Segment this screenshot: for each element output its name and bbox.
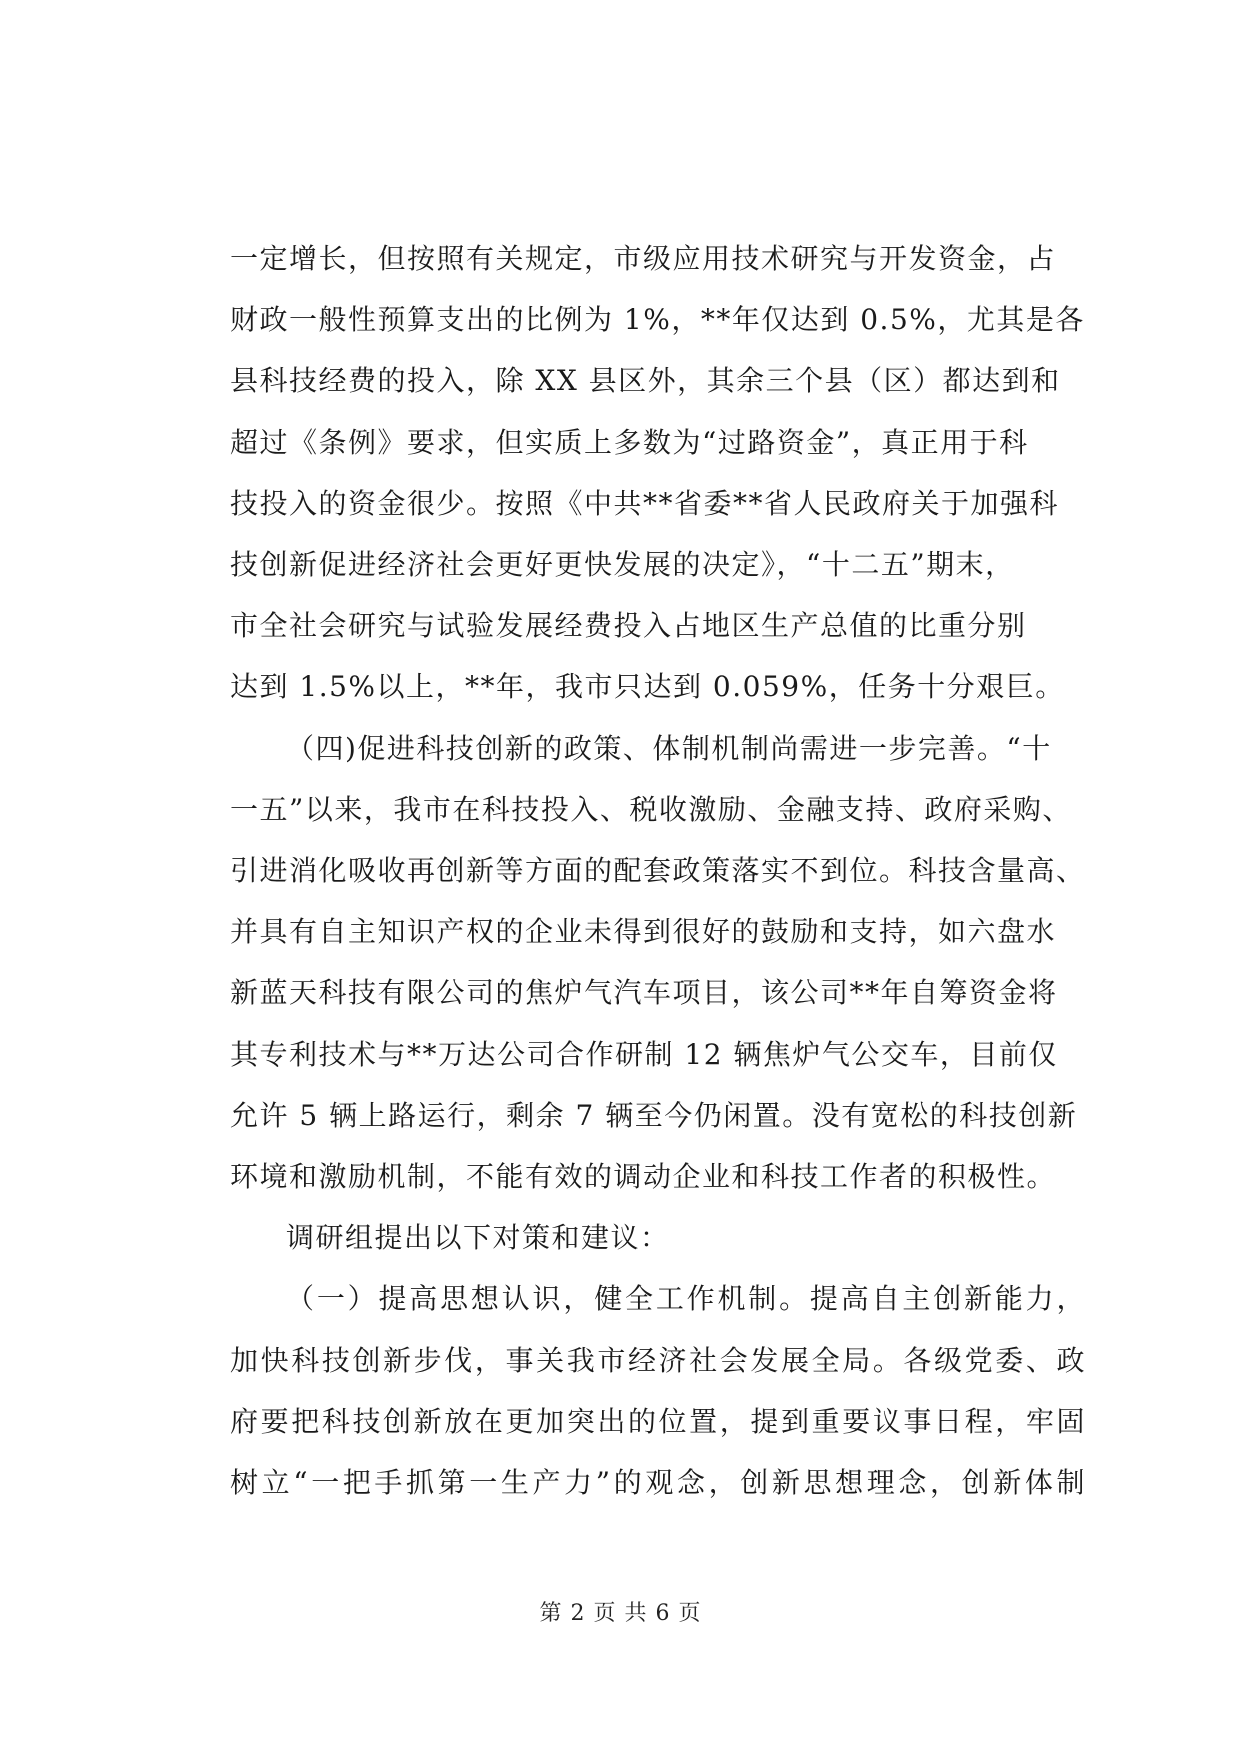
paragraph-policy-section-4 xyxy=(230,718,1086,1208)
text-line: 超过《条例》要求，但实质上多数为“过路资金”，真正用于科 xyxy=(230,425,1029,459)
text-line: 市全社会研究与试验发展经费投入占地区生产总值的比重分别 xyxy=(230,609,1027,643)
paragraph-recommendations-intro xyxy=(230,1207,1086,1268)
text-line: 财政一般性预算支出的比例为 1%，**年仅达到 0.5%，尤其是各 xyxy=(230,303,1085,337)
text-line: 并具有自主知识产权的企业未得到很好的鼓励和支持，如六盘水 xyxy=(230,915,1057,949)
text-line: 技投入的资金很少。按照《中共**省委**省人民政府关于加强科 xyxy=(230,486,1060,520)
paragraph-recommendation-1 xyxy=(230,1268,1086,1513)
text-line: 技创新促进经济社会更好更快发展的决定》，“十二五”期末， xyxy=(230,548,1015,582)
text-line: 县科技经费的投入，除 XX 县区外，其余三个县（区）都达到和 xyxy=(230,364,1061,398)
text-line: 允许 5 辆上路运行，剩余 7 辆至今仍闲置。没有宽松的科技创新 xyxy=(230,1098,1078,1132)
page-number-footer: 第 2 页 共 6 页 xyxy=(539,1601,702,1626)
text-line: 环境和激励机制，不能有效的调动企业和科技工作者的积极性。 xyxy=(230,1160,1057,1194)
text-line: 新蓝天科技有限公司的焦炉气汽车项目，该公司**年自筹资金将 xyxy=(230,976,1058,1010)
text-line: 引进消化吸收再创新等方面的配套政策落实不到位。科技含量高、 xyxy=(230,854,1086,888)
text-line: 加快科技创新步伐，事关我市经济社会发展全局。各级党委、政 xyxy=(230,1343,1086,1377)
text-line: 府要把科技创新放在更加突出的位置，提到重要议事日程，牢固 xyxy=(230,1404,1086,1438)
text-line: 调研组提出以下对策和建议： xyxy=(286,1221,670,1255)
paragraph-funding-gap xyxy=(230,228,1086,718)
text-line: （一）提高思想认识，健全工作机制。提高自主创新能力， xyxy=(286,1282,1086,1316)
text-line: 达到 1.5%以上，**年，我市只达到 0.059%，任务十分艰巨。 xyxy=(230,670,1065,704)
text-line: 一定增长，但按照有关规定，市级应用技术研究与开发资金，占 xyxy=(230,242,1057,275)
text-line: 树立“一把手抓第一生产力”的观念，创新思想理念，创新体制 xyxy=(230,1466,1086,1500)
text-line: 其专利技术与**万达公司合作研制 12 辆焦炉气公交车，目前仅 xyxy=(230,1037,1058,1071)
text-line: （四)促进科技创新的政策、体制机制尚需进一步完善。“十 xyxy=(286,731,1052,765)
document-body xyxy=(230,228,1086,1513)
text-line: 一五”以来，我市在科技投入、税收激励、金融支持、政府采购、 xyxy=(230,792,1072,826)
